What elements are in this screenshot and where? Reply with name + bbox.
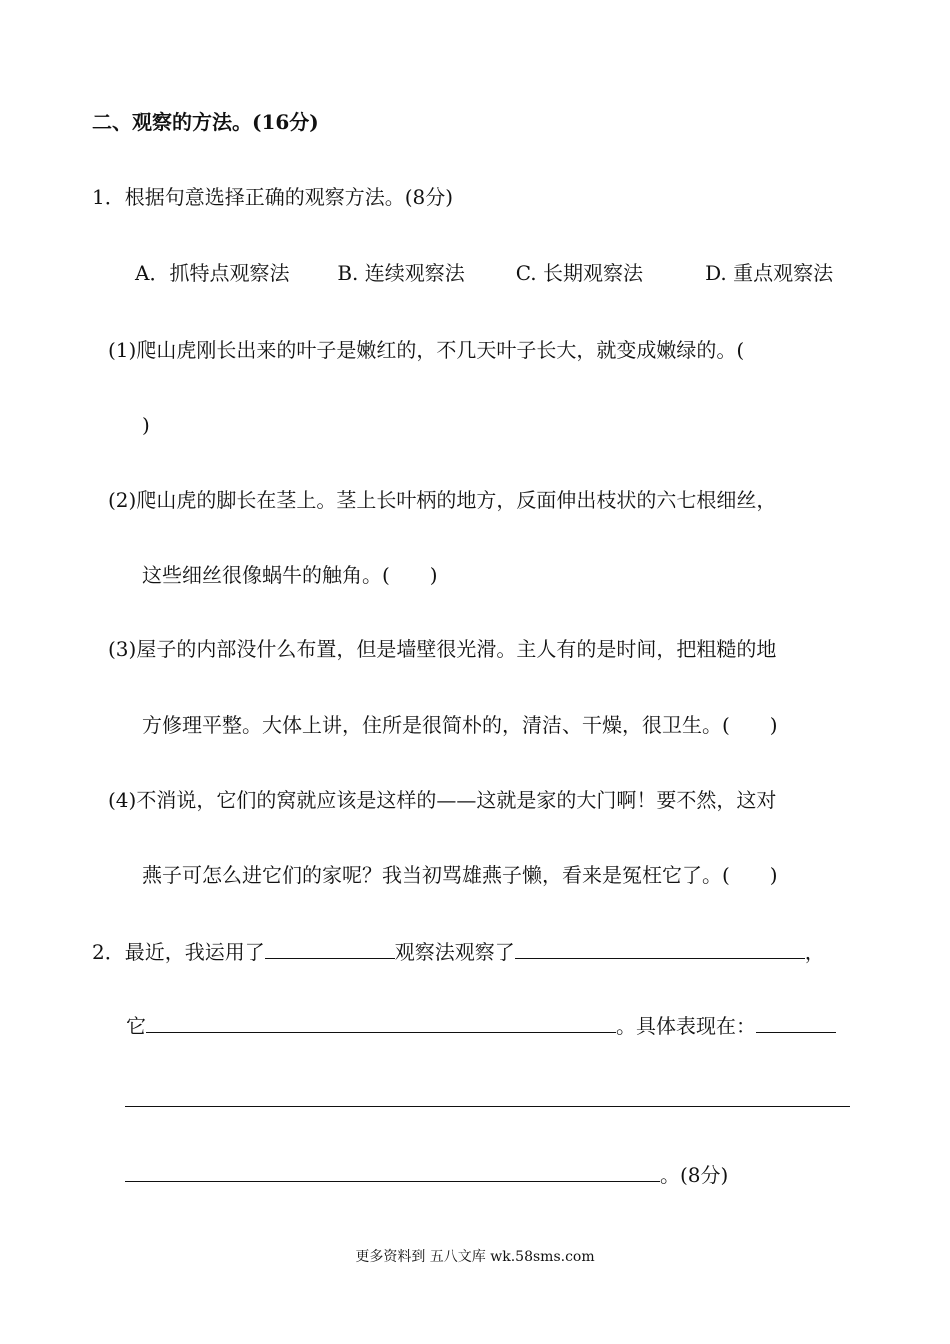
item-4-line-2: 燕子可怎么进它们的家呢？我当初骂雄燕子懒，看来是冤枉它了。( ) — [142, 863, 778, 887]
section-title: 二、观察的方法。(16分) — [92, 110, 319, 134]
blank-method[interactable] — [265, 940, 395, 959]
item-3-line-2: 方修理平整。大体上讲，住所是很简朴的，清洁、干燥，很卫生。( ) — [142, 713, 778, 737]
options-row — [135, 261, 833, 285]
question-1-stem: 1．根据句意选择正确的观察方法。(8分) — [92, 185, 454, 209]
option-a: A．抓特点观察法 — [135, 261, 290, 285]
q2-comma: ， — [804, 940, 825, 964]
q2-mid1: 观察法观察了 — [394, 940, 515, 964]
blank-detail-line[interactable] — [125, 1106, 850, 1107]
item-1-line-2: ) — [142, 413, 150, 437]
footer-text: 更多资料到 五八文库 wk.58sms.com — [355, 1249, 595, 1265]
question-2-line-4 — [125, 1163, 728, 1187]
question-2-line-1 — [92, 940, 825, 964]
q2-it: 它 — [126, 1014, 146, 1038]
item-1-line-1: (1)爬山虎刚长出来的叶子是嫩红的，不几天叶子长大，就变成嫩绿的。( — [108, 338, 745, 362]
item-4-line-1: (4)不消说，它们的窝就应该是这样的——这就是家的大门啊！要不然，这对 — [108, 788, 777, 812]
item-3-line-1: (3)屋子的内部没什么布置，但是墙壁很光滑。主人有的是时间，把粗糙的地 — [108, 637, 777, 661]
item-2-line-2: 这些细丝很像蜗牛的触角。( ) — [142, 563, 438, 587]
item-2-line-1: (2)爬山虎的脚长在茎上。茎上长叶柄的地方，反面伸出枝状的六七根细丝， — [108, 488, 777, 512]
option-c: C. 长期观察法 — [515, 261, 644, 285]
q2-prefix: 2．最近，我运用了 — [92, 940, 265, 964]
blank-description[interactable] — [146, 1014, 616, 1033]
q2-mid2: 。具体表现在： — [616, 1014, 756, 1038]
option-d: D. 重点观察法 — [705, 261, 834, 285]
question-2-line-2 — [126, 1014, 836, 1038]
blank-detail-start[interactable] — [756, 1014, 836, 1033]
q2-end: 。(8分) — [660, 1163, 729, 1187]
blank-detail-end[interactable] — [125, 1163, 660, 1182]
option-b: B. 连续观察法 — [337, 261, 465, 285]
blank-object[interactable] — [515, 940, 805, 959]
